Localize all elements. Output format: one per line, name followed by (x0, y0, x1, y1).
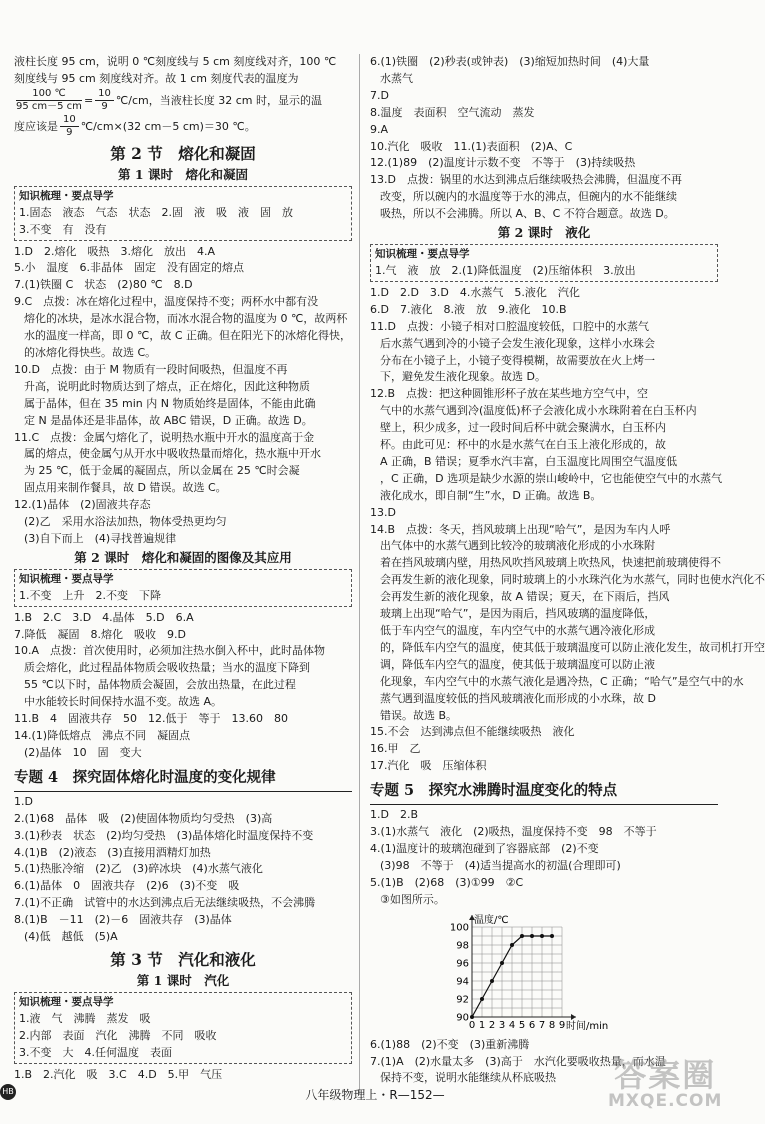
answer-line: 17.汽化 吸 压缩体积 (370, 759, 487, 773)
x-tick-label: 4 (508, 1019, 516, 1031)
topic-title: 专题 4 探究固体熔化时温度的变化规律 (14, 765, 352, 792)
answer-line: 7.D (370, 88, 389, 102)
answer-line: 8.温度 表面积 空气流动 蒸发 (370, 105, 535, 119)
answer-line: 11.B 4 固液共存 50 12.低于 等于 13.60 80 (14, 712, 289, 726)
x-tick-label: 0 (468, 1019, 476, 1031)
answer-line: 会再发生新的液化现象，同时玻璃上的小水珠汽化为水蒸气，同时也使水汽化不 (380, 573, 765, 587)
lesson-title: 第 1 课时 熔化和凝固 (118, 166, 248, 182)
knowledge-box-label: 知识梳理・要点导学 (19, 189, 114, 202)
answer-line: 10.A 点拨：首次使用时，必须加注热水倒入杯中，此时晶体物 (14, 644, 326, 658)
answer-line: 11.C 点拨：金属勺熔化了，说明热水瓶中开水的温度高于金 (14, 430, 315, 444)
knowledge-box-label: 知识梳理・要点导学 (19, 572, 114, 585)
column-divider (359, 54, 360, 1094)
data-point (530, 934, 534, 938)
answer-line: 7.(1)不正确 试管中的水达到沸点后无法继续吸热，不会沸腾 (14, 896, 316, 910)
fraction-denominator: 95 cm－5 cm (16, 101, 82, 113)
right-column (370, 54, 765, 1087)
watermark-url: MXQE.COM (608, 1091, 723, 1111)
fraction-denominator: 9 (101, 101, 108, 113)
formula-line (14, 88, 352, 114)
knowledge-box-label: 知识梳理・要点导学 (19, 995, 114, 1008)
answer-line: 14.(1)降低熔点 沸点不同 凝固点 (14, 729, 191, 742)
answer-line: 1.D 2.熔化 吸热 3.熔化 放出 4.A (14, 244, 215, 258)
fraction-numerator: 10 (95, 88, 114, 101)
equals-sign: = (83, 93, 94, 107)
knowledge-box (14, 992, 352, 1064)
answer-line: 1.B 2.C 3.D 4.晶体 5.D 6.A (14, 610, 194, 624)
y-axis-label: 温度/℃ (474, 914, 509, 926)
answer-line: 4.(1)温度计的玻璃泡碰到了容器底部 (2)不变 (370, 841, 599, 855)
answer-line: (3)自下而上 (4)寻找普遍规律 (24, 531, 177, 545)
boiling-chart-svg (448, 911, 648, 1037)
knowledge-line: 1.固态 液态 气态 状态 2.固 液 吸 液 固 放 (19, 205, 293, 219)
answer-block (14, 610, 352, 762)
fraction-denominator: 9 (66, 127, 73, 139)
watermark-title: 答案圈 (614, 1056, 717, 1094)
fraction (95, 88, 114, 113)
answer-line: 1.D 2.B (370, 808, 419, 822)
answer-line: 6.(1)铁圈 (2)秒表(或钟表) (3)缩短加热时间 (4)大量 (370, 55, 650, 68)
data-point (490, 979, 494, 983)
answer-line: 11.D 点拨：小镜子相对口腔温度较低，口腔中的水蒸气 (370, 319, 649, 333)
intro-line: 液柱长度 95 cm，说明 0 ℃刻度线与 5 cm 刻度线对齐，100 ℃ (14, 55, 337, 68)
fraction (60, 114, 79, 139)
publisher-logo: HB (0, 1084, 16, 1100)
x-tick-label: 5 (518, 1019, 526, 1031)
answer-line: 后水蒸气遇到冷的小镜子会发生液化现象，这样小水珠会 (380, 336, 655, 350)
data-point (520, 934, 524, 938)
formula-text: ℃/cm×(32 cm－5 cm)＝30 ℃。 (80, 119, 256, 133)
answer-line: 出气体中的水蒸气遇到比较冷的玻璃液化形成的小水珠附 (380, 539, 655, 553)
y-tick-label: 94 (456, 976, 469, 988)
answer-line: 1.B 2.汽化 吸 3.C 4.D 5.甲 气压 (14, 1067, 223, 1081)
answer-line: 错误。故选 B。 (380, 708, 458, 722)
answer-line: A 正确，B 错误；夏季水汽丰富，白玉温度比周围空气温度低 (380, 454, 678, 468)
answer-line: 低于车内空气的温度，车内空气中的水蒸气遇冷液化形成 (380, 624, 655, 637)
answer-line: 改变，所以碗内的水温度等于水的沸点，但碗内的水不能继续 (380, 190, 677, 204)
data-point (550, 934, 554, 938)
answer-line: 蒸气遇到温度较低的挡风玻璃液化而形成的小水珠，故 D (380, 691, 656, 705)
answer-block (370, 807, 718, 908)
answer-line: 为 25 ℃，低于金属的凝固点，所以金属在 25 ℃时会凝 (24, 464, 300, 478)
answer-line: 中水能较长时间保持水温不变。故选 A。 (24, 695, 223, 709)
answer-line: 吸热，所以不会沸腾。所以 A、B、C 不符合题意。故选 D。 (380, 207, 675, 221)
answer-block (14, 794, 352, 946)
answer-line: 8.(1)B －11 (2)－6 固液共存 (3)晶体 (14, 913, 232, 927)
knowledge-line: 1.气 液 放 2.(1)降低温度 (2)压缩体积 3.放出 (375, 263, 636, 277)
knowledge-line: 3.不变 有 没有 (19, 222, 107, 236)
answer-line: 质会熔化，此过程晶体物质会吸收热量；当水的温度下降到 (24, 661, 310, 675)
x-tick-label: 3 (498, 1019, 506, 1031)
answer-line: 5.(1)热胀冷缩 (2)乙 (3)碎冰块 (4)水蒸气液化 (14, 862, 263, 876)
answer-line: 16.甲 乙 (370, 742, 421, 756)
answer-line: (2)晶体 10 固 变大 (24, 745, 142, 759)
x-tick-label: 8 (548, 1019, 556, 1031)
data-point (470, 1015, 474, 1019)
y-tick-label: 96 (456, 958, 469, 970)
knowledge-line: 1.不变 上升 2.不变 下降 (19, 588, 161, 602)
answer-line: 6.(1)88 (2)不变 (3)重新沸腾 (370, 1037, 530, 1051)
answer-line: 10.汽化 吸收 11.(1)表面积 (2)A、C (370, 139, 573, 153)
answer-line: 杯。由此可见：杯中的水是水蒸气在白玉上液化形成的，故 (380, 438, 666, 452)
answer-line: 液化成水，即自制“生”水，D 正确。故选 B。 (380, 488, 602, 502)
answer-line: 4.(1)B (2)液态 (3)直接用酒精灯加热 (14, 845, 211, 859)
answer-line: 固点用来制作餐具，故 D 错误。故选 C。 (24, 481, 227, 495)
answer-line: 5.小 温度 6.非晶体 固定 没有固定的熔点 (14, 261, 244, 275)
knowledge-box (14, 186, 352, 241)
answer-line: (3)98 不等于 (4)适当提高水的初温(合理即可) (380, 858, 621, 872)
knowledge-line: 2.内部 表面 汽化 沸腾 不同 吸收 (19, 1028, 217, 1042)
data-point (510, 943, 514, 947)
lesson-title: 第 2 课时 液化 (497, 225, 591, 241)
boiling-chart (448, 911, 718, 1037)
answer-line: 9.A (370, 122, 389, 136)
y-tick-label: 100 (449, 922, 469, 934)
knowledge-line: 1.液 气 沸腾 蒸发 吸 (19, 1011, 151, 1025)
answer-line: 12.B 点拨：把这种圆锥形杯子放在某些地方空气中，空 (370, 387, 649, 401)
answer-line: 着在挡风玻璃内壁，用热风吹挡风玻璃上吹热风，快速把前玻璃使得不 (380, 556, 721, 570)
answer-line: 玻璃上出现“哈气”，是因为雨后，挡风玻璃的温度降低， (380, 607, 656, 621)
answer-line: 3.(1)水蒸气 液化 (2)吸热，温度保持不变 98 不等于 (370, 825, 657, 839)
answer-line: 7.(1)铁圈 C 状态 (2)80 ℃ 8.D (14, 278, 193, 292)
answer-line: 气中的水蒸气遇到冷(温度低)杯子会液化成小水珠附着在白玉杯内 (380, 404, 697, 418)
knowledge-line: 3.不变 大 4.任何温度 表面 (19, 1045, 172, 1059)
answer-line: 7.(1)A (2)水量太多 (3)高于 水汽化要吸收热量，而水温 (370, 1054, 666, 1068)
page-footer: 八年级物理上・R—152— (305, 1088, 445, 1102)
fraction (16, 88, 82, 113)
answer-line: 的，降低车内空气的温度，使其低于玻璃温度可以防止液化发生，故司机打开空 (380, 640, 765, 654)
answer-line: 13.D 点拨：锅里的水达到沸点后继续吸热会沸腾，但温度不再 (370, 173, 682, 187)
y-tick-label: 98 (456, 940, 469, 952)
lesson-title: 第 1 课时 汽化 (136, 972, 230, 988)
answer-line: 会再发生新的液化现象，故 A 错误；夏天，在下雨后，挡风 (380, 590, 670, 604)
knowledge-box (14, 569, 352, 607)
answer-line: 6.D 7.液化 8.液 放 9.液化 10.B (370, 302, 567, 316)
answer-line: 1.D (14, 794, 33, 808)
lesson-title: 第 2 课时 熔化和凝固的图像及其应用 (74, 549, 292, 565)
answer-line: 定 N 是晶体还是非晶体，故 ABC 错误，D 正确。故选 D。 (24, 413, 313, 427)
answer-line: 6.(1)晶体 0 固液共存 (2)6 (3)不变 吸 (14, 879, 240, 893)
answer-block (14, 244, 352, 548)
answer-line: 壁上，积少成多，过一段时间后杯中就会聚满水，白玉杯内 (380, 421, 666, 435)
formula-tail: ℃/cm，当液柱长度 32 cm 时，显示的温 (115, 93, 322, 107)
answer-line: 12.(1)晶体 (2)固液共存态 (14, 498, 151, 512)
answer-line: 下，避免发生液化现象。故选 D。 (380, 370, 546, 384)
section-title: 第 3 节 汽化和液化 (110, 949, 256, 969)
formula-line (14, 114, 352, 140)
knowledge-box (370, 244, 718, 282)
left-column (14, 54, 352, 1084)
fraction-numerator: 10 (60, 114, 79, 127)
data-point (480, 997, 484, 1001)
answer-line: 13.D (370, 505, 396, 519)
x-tick-label: 2 (488, 1019, 496, 1031)
answer-line: 分布在小镜子上，小镜子变得模糊，故需要放在火上烤一 (380, 353, 655, 367)
answer-line: 15.不会 达到沸点但不能继续吸热 液化 (370, 725, 575, 739)
answer-line: 55 ℃以下时，晶体物质会凝固，会放出热量，在此过程 (24, 678, 296, 692)
answer-line: 水的温度一样高，即 0 ℃，故 C 正确。但在阳光下的冰熔化得快， (24, 329, 352, 343)
answer-line: 3.(1)秒表 状态 (2)均匀受热 (3)晶体熔化时温度保持不变 (14, 828, 314, 842)
answer-line: ，C 正确，D 选项是缺少水源的崇山峻岭中，它也能使空气中的水蒸气 (380, 471, 723, 485)
answer-line: 9.C 点拨：冰在熔化过程中，温度保持不变；两杯水中都有没 (14, 295, 319, 309)
answer-line: 7.降低 凝固 8.熔化 吸收 9.D (14, 627, 186, 641)
x-axis-arrow (571, 1014, 576, 1020)
x-tick-label: 9 (558, 1019, 566, 1031)
y-tick-label: 92 (456, 994, 469, 1006)
answer-line: 14.B 点拨：冬天，挡风玻璃上出现“哈气”，是因为车内人呼 (370, 522, 671, 536)
answer-line: ③如图所示。 (380, 892, 445, 906)
answer-line: 化现象，车内空气中的水蒸气液化是遇冷热，C 正确；“哈气”是空气中的水 (380, 674, 744, 688)
answer-block (370, 285, 765, 775)
answer-line: 属于晶体，但在 35 min 内 N 物质始终是固体，不能由此确 (24, 396, 316, 410)
answer-line: 属的熔点，使金属勺从开水中吸收热量而熔化，热水瓶中开水 (24, 447, 321, 461)
data-point (500, 961, 504, 965)
y-tick-label: 90 (456, 1012, 469, 1024)
answer-line: 10.D 点拨：由于 M 物质有一段时间吸热，但温度不再 (14, 362, 288, 376)
answer-line: (4)低 越低 (5)A (24, 930, 118, 944)
topic-title: 专题 5 探究水沸腾时温度变化的特点 (370, 778, 718, 805)
knowledge-box-label: 知识梳理・要点导学 (375, 248, 470, 261)
answer-line: 调，降低车内空气的温度，使其低于玻璃温度可以防止液 (380, 657, 655, 671)
answer-line: 升高，说明此时物质达到了熔点，正在熔化，因此这种物质 (24, 379, 310, 393)
answer-line: (2)乙 采用水浴法加热，物体受热更均匀 (24, 515, 227, 529)
intro-line: 刻度线与 95 cm 刻度线对齐。故 1 cm 刻度代表的温度为 (14, 71, 299, 85)
x-tick-label: 6 (528, 1019, 536, 1031)
data-point (540, 934, 544, 938)
answer-line: 熔化的冰块，是冰水混合物，而冰水混合物的温度为 0 ℃，故两杯 (24, 312, 348, 326)
x-axis-label: 时间/min (566, 1020, 609, 1032)
fraction-numerator: 100 ℃ (16, 88, 82, 101)
watermark (608, 1058, 722, 1110)
answer-line: 2.(1)68 晶体 吸 (2)使固体物质均匀受热 (3)高 (14, 811, 273, 825)
answer-line: 保持不变，说明水能继续从杯底吸热 (380, 1071, 556, 1085)
x-tick-label: 1 (478, 1019, 486, 1031)
formula-text: 度应该是 (14, 119, 58, 133)
x-tick-label: 7 (538, 1019, 546, 1031)
answer-block (370, 54, 718, 223)
section-title: 第 2 节 熔化和凝固 (110, 143, 256, 163)
answer-line: 水蒸气 (380, 71, 413, 85)
answer-line: 12.(1)89 (2)温度计示数不变 不等于 (3)持续吸热 (370, 156, 636, 170)
answer-line: 1.D 2.D 3.D 4.水蒸气 5.液化 汽化 (370, 285, 580, 299)
answer-line: 的冰熔化得快些。故选 C。 (24, 345, 157, 359)
answer-line: 5.(1)B (2)68 (3)①99 ②C (370, 875, 524, 889)
